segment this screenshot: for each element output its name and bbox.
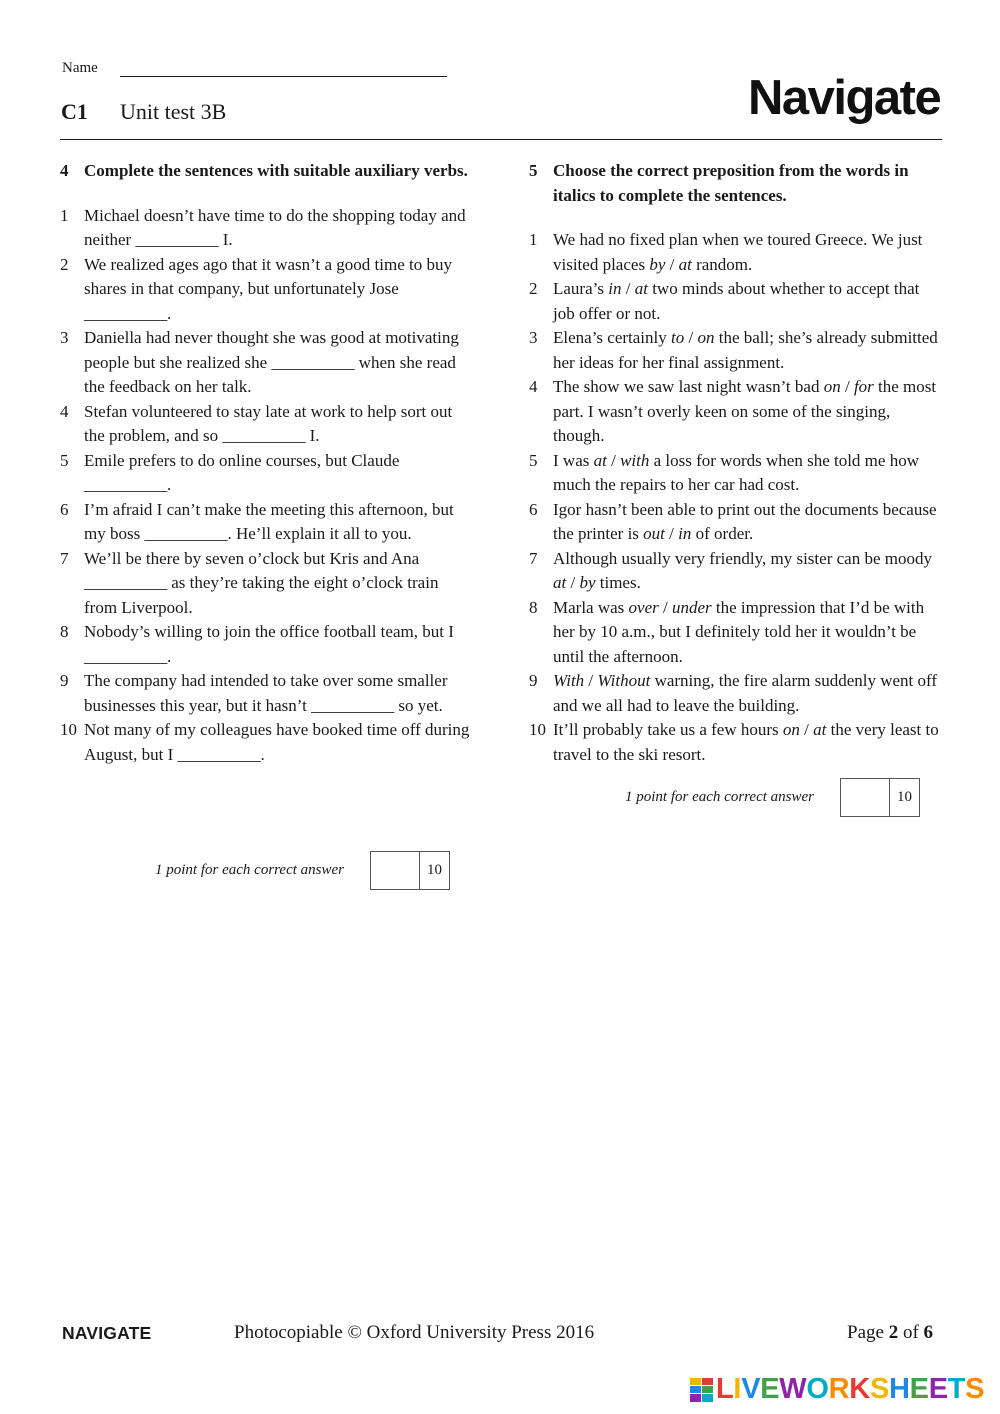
- question-item: [60, 547, 475, 621]
- question-suffix: the very least to travel to the ski resort.: [553, 720, 939, 764]
- question-suffix: random.: [691, 254, 753, 274]
- question-prefix: Emile prefers to do online courses, but Claude: [84, 450, 400, 470]
- watermark-letter: E: [909, 1373, 929, 1405]
- option-choice[interactable]: out: [643, 524, 665, 543]
- question-number: 2: [529, 279, 538, 298]
- option-separator: /: [840, 377, 854, 396]
- question-prefix: We’ll be there by seven o’clock but Kris and Ana: [84, 548, 420, 568]
- answer-blank[interactable]: __________: [144, 524, 228, 543]
- level-label: C1: [61, 99, 88, 124]
- question-text: [553, 375, 941, 449]
- question-item: [529, 449, 941, 498]
- question-prefix: I was: [553, 450, 594, 470]
- page-current: 2: [888, 1322, 899, 1343]
- option-separator: /: [684, 328, 698, 347]
- watermark-letter: H: [888, 1373, 910, 1405]
- task-4-heading: [60, 159, 475, 184]
- question-text: [553, 669, 941, 718]
- option-separator: /: [566, 573, 580, 592]
- question-text: [553, 498, 941, 547]
- option-choice[interactable]: for: [853, 377, 874, 396]
- answer-blank[interactable]: __________: [271, 352, 355, 372]
- task-5-score: [625, 778, 920, 817]
- question-number: 5: [60, 450, 69, 470]
- question-prefix: Michael doesn’t have time to do the shopping today and neither: [84, 205, 466, 249]
- option-choice[interactable]: over: [628, 597, 659, 617]
- question-suffix: the impression that I’d be with her by 10 a.m., but I definitely told her it wouldn’t be until the afternoon.: [553, 597, 925, 666]
- question-prefix: Marla was: [553, 597, 629, 617]
- question-item: [60, 204, 475, 253]
- watermark-letter: E: [928, 1373, 948, 1405]
- question-item: [60, 498, 475, 547]
- question-suffix: so yet.: [394, 695, 443, 715]
- option-choice[interactable]: on: [823, 377, 841, 396]
- watermark-tile: [702, 1386, 713, 1393]
- option-choice[interactable]: at: [553, 573, 567, 592]
- question-prefix: Laura’s: [553, 279, 609, 298]
- question-text: [84, 253, 475, 327]
- option-separator: /: [584, 671, 598, 690]
- question-text: [84, 400, 475, 449]
- watermark-letter: O: [806, 1373, 829, 1405]
- task-4-items: [60, 204, 475, 768]
- question-suffix: I.: [218, 230, 233, 249]
- watermark-tile: [702, 1394, 713, 1401]
- task-4-section: [60, 159, 475, 767]
- task-number: 5: [529, 161, 538, 180]
- option-choice[interactable]: by: [649, 254, 666, 274]
- option-choice[interactable]: in: [608, 279, 622, 298]
- question-text: [84, 620, 475, 669]
- question-item: [60, 326, 475, 400]
- question-suffix: as they’re taking the eight o’clock train from Liverpool.: [84, 573, 439, 617]
- watermark-letter: L: [716, 1373, 734, 1405]
- option-choice[interactable]: in: [678, 524, 692, 543]
- task-4-score: [155, 851, 450, 890]
- question-number: 1: [60, 205, 69, 225]
- task-5-section: [529, 159, 941, 767]
- score-max: 10: [427, 862, 443, 878]
- option-choice[interactable]: on: [782, 720, 800, 739]
- question-text: [84, 547, 475, 621]
- question-number: 2: [60, 254, 69, 274]
- task-number: 4: [60, 161, 69, 180]
- question-item: [529, 326, 941, 375]
- watermark-tile: [690, 1386, 701, 1393]
- question-text: [84, 669, 475, 718]
- question-suffix: a loss for words when she told me how much the repairs to her car had cost.: [553, 450, 919, 494]
- question-suffix: warning, the fire alarm suddenly went off and we all had to leave the building.: [553, 671, 938, 715]
- page-title: Unit test 3B: [120, 99, 227, 124]
- answer-blank[interactable]: __________: [84, 573, 168, 592]
- question-number: 10: [60, 720, 77, 739]
- option-choice[interactable]: on: [697, 328, 715, 347]
- question-prefix: I’m afraid I can’t make the meeting this afternoon, but my boss: [84, 499, 454, 543]
- answer-blank[interactable]: __________: [84, 475, 168, 494]
- header-divider: [60, 139, 942, 140]
- question-number: 8: [529, 597, 538, 617]
- watermark-letter: I: [733, 1373, 742, 1405]
- watermark-letter: W: [779, 1373, 807, 1405]
- question-number: 5: [529, 450, 538, 470]
- question-text: [84, 204, 475, 253]
- question-item: [60, 449, 475, 498]
- watermark-letter: S: [869, 1373, 889, 1405]
- question-number: 9: [60, 671, 69, 690]
- question-prefix: Elena’s certainly: [553, 328, 672, 347]
- page-number: [847, 1322, 933, 1344]
- question-suffix: .: [167, 303, 172, 323]
- question-text: [553, 277, 941, 326]
- question-number: 4: [60, 401, 69, 421]
- name-label: Name: [62, 60, 98, 76]
- score-box: [840, 778, 920, 817]
- question-suffix: times.: [595, 573, 641, 592]
- watermark-letter: R: [828, 1373, 850, 1405]
- question-number: 6: [529, 499, 538, 519]
- question-item: [529, 375, 941, 449]
- question-suffix: two minds about whether to accept that job offer or not.: [553, 279, 920, 323]
- score-box: [370, 851, 450, 890]
- answer-blank[interactable]: __________: [177, 744, 261, 764]
- question-text: [553, 547, 941, 596]
- answer-blank[interactable]: __________: [222, 426, 306, 445]
- option-separator: /: [621, 279, 635, 298]
- question-suffix: when she read the feedback on her talk.: [84, 352, 456, 396]
- question-text: [84, 326, 475, 400]
- option-separator: /: [606, 450, 621, 470]
- name-answer-line[interactable]: [120, 76, 447, 77]
- navigate-logo: Navigate: [748, 71, 941, 125]
- watermark-tile: [702, 1378, 713, 1385]
- question-suffix: .: [167, 646, 172, 666]
- question-item: [529, 547, 941, 596]
- question-prefix: Daniella had never thought she was good at motivating people but she realized she: [84, 328, 459, 372]
- answer-blank[interactable]: __________: [135, 230, 219, 249]
- question-suffix: the ball; she’s already submitted her ideas for her final assignment.: [553, 328, 938, 372]
- question-prefix: Stefan volunteered to stay late at work to help sort out the problem, and so: [84, 401, 453, 445]
- question-item: [60, 400, 475, 449]
- score-note: 1 point for each correct answer: [155, 862, 345, 878]
- question-text: [553, 718, 941, 767]
- question-text: [553, 228, 941, 277]
- question-text: [553, 449, 941, 498]
- option-choice[interactable]: With: [553, 671, 585, 690]
- option-choice[interactable]: to: [671, 328, 685, 347]
- option-choice[interactable]: at: [678, 254, 692, 274]
- option-choice[interactable]: at: [813, 720, 827, 739]
- question-number: 3: [60, 328, 69, 347]
- option-choice[interactable]: at: [593, 450, 607, 470]
- question-number: 8: [60, 622, 69, 641]
- question-prefix: The show we saw last night wasn’t bad: [553, 377, 824, 396]
- task-instruction: Choose the correct preposition from the words in italics to complete the sentences.: [553, 161, 909, 205]
- question-number: 10: [529, 720, 546, 739]
- question-item: [60, 669, 475, 718]
- watermark-tile: [690, 1394, 701, 1401]
- watermark-letter: K: [849, 1373, 870, 1405]
- score-entry-cell[interactable]: [841, 779, 890, 816]
- footer-copyright: Photocopiable © Oxford University Press 2016: [234, 1322, 595, 1343]
- option-separator: /: [658, 597, 672, 617]
- question-number: 1: [529, 230, 538, 249]
- question-item: [529, 228, 941, 277]
- question-number: 9: [529, 671, 538, 690]
- score-note: 1 point for each correct answer: [625, 789, 815, 805]
- question-suffix: the most part. I wasn’t overly keen on some of the singing, though.: [553, 377, 937, 445]
- watermark-tile: [690, 1378, 701, 1385]
- task-instruction: Complete the sentences with suitable auxiliary verbs.: [84, 161, 468, 180]
- answer-blank[interactable]: __________: [84, 303, 168, 323]
- question-prefix: We realized ages ago that it wasn’t a good time to buy shares in that company, but unfortunately Jose: [84, 254, 452, 298]
- question-suffix: . He’ll explain it all to you.: [227, 524, 412, 543]
- watermark-letter: T: [947, 1373, 966, 1405]
- question-prefix: Nobody’s willing to join the office football team, but I: [84, 622, 454, 641]
- liveworksheets-icon: [690, 1378, 713, 1402]
- option-choice[interactable]: under: [671, 597, 712, 617]
- question-prefix: Igor hasn’t been able to print out the documents because the printer is: [553, 499, 937, 543]
- question-suffix: .: [167, 475, 172, 494]
- liveworksheets-text: [716, 1373, 984, 1406]
- question-item: [529, 596, 941, 670]
- option-choice[interactable]: with: [620, 450, 650, 470]
- option-separator: /: [799, 720, 814, 739]
- question-text: [84, 718, 475, 767]
- question-item: [60, 620, 475, 669]
- question-item: [529, 669, 941, 718]
- page-total: 6: [923, 1322, 934, 1343]
- question-number: 4: [529, 377, 538, 396]
- question-prefix: Although usually very friendly, my sister can be moody: [553, 548, 932, 568]
- question-prefix: Not many of my colleagues have booked time off during August, but I: [84, 720, 470, 764]
- option-choice[interactable]: by: [579, 573, 596, 592]
- watermark-letter: E: [760, 1373, 780, 1405]
- question-number: 6: [60, 499, 69, 519]
- footer-brand: NAVIGATE: [62, 1323, 152, 1343]
- question-text: [553, 326, 941, 375]
- question-item: [60, 718, 475, 767]
- question-number: 7: [60, 548, 69, 568]
- question-suffix: .: [260, 744, 265, 764]
- question-text: [553, 596, 941, 670]
- question-suffix: I.: [305, 426, 320, 445]
- score-max: 10: [897, 789, 913, 805]
- page-prefix: Page: [847, 1322, 889, 1343]
- task-5-items: [529, 228, 941, 767]
- answer-blank[interactable]: __________: [311, 695, 395, 715]
- question-suffix: of order.: [691, 524, 754, 543]
- option-separator: /: [664, 524, 679, 543]
- question-text: [84, 449, 475, 498]
- question-number: 7: [529, 548, 538, 568]
- question-item: [529, 498, 941, 547]
- task-5-heading: [529, 159, 941, 208]
- watermark-letter: S: [965, 1373, 985, 1405]
- liveworksheets-watermark: [690, 1373, 984, 1406]
- question-text: [84, 498, 475, 547]
- answer-blank[interactable]: __________: [84, 646, 168, 666]
- score-entry-cell[interactable]: [371, 852, 420, 889]
- page-separator: of: [898, 1322, 924, 1343]
- option-choice[interactable]: at: [634, 279, 648, 298]
- question-item: [529, 277, 941, 326]
- question-prefix: The company had intended to take over some smaller businesses this year, but it hasn’t: [84, 671, 448, 715]
- option-separator: /: [665, 254, 679, 274]
- question-prefix: We had no fixed plan when we toured Greece. We just visited places: [553, 230, 923, 274]
- watermark-letter: V: [741, 1373, 761, 1405]
- question-prefix: It’ll probably take us a few hours: [553, 720, 783, 739]
- option-choice[interactable]: Without: [597, 671, 651, 690]
- question-item: [529, 718, 941, 767]
- question-number: 3: [529, 328, 538, 347]
- question-item: [60, 253, 475, 327]
